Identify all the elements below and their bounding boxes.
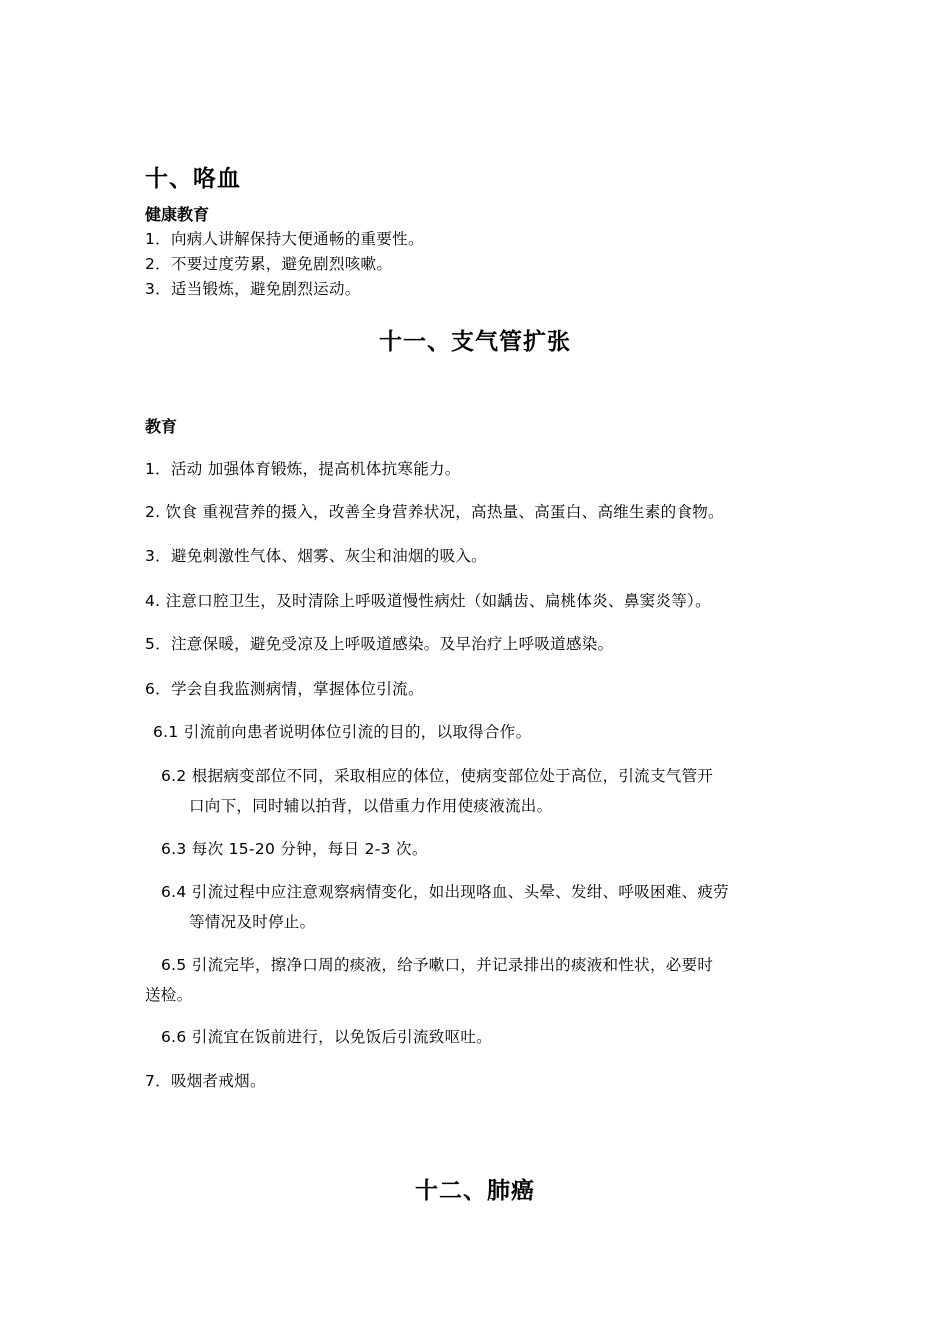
- section10-item-3: 3．适当锻炼，避免剧烈运动。: [145, 280, 361, 298]
- section10-item-2: 2．不要过度劳累，避免剧烈咳嗽。: [145, 255, 393, 273]
- section11-item-6: 6．学会自我监测病情，掌握体位引流。: [145, 680, 424, 698]
- section11-item-5: 5．注意保暖，避免受凉及上呼吸道感染。及早治疗上呼吸道感染。: [145, 635, 614, 653]
- section11-subitem-6-2-line2: 口向下，同时辅以拍背，以借重力作用使痰液流出。: [189, 797, 553, 815]
- section11-subitem-6-4-line1: 6.4 引流过程中应注意观察病情变化，如出现咯血、头晕、发绀、呼吸困难、疲劳: [161, 883, 729, 901]
- section11-subtitle: 教育: [145, 417, 178, 436]
- section10-item-1: 1．向病人讲解保持大便通畅的重要性。: [145, 230, 424, 248]
- section11-subitem-6-2-line1: 6.2 根据病变部位不同，采取相应的体位，使病变部位处于高位，引流支气管开: [161, 767, 714, 785]
- section11-item-3: 3．避免刺激性气体、烟雾、灰尘和油烟的吸入。: [145, 547, 487, 565]
- section11-subitem-6-4-line2: 等情况及时停止。: [189, 913, 316, 931]
- section11-subitem-6-5-line1: 6.5 引流完毕，擦净口周的痰液，给予嗽口，并记录排出的痰液和性状，必要时: [161, 956, 714, 974]
- section11-item-2: 2. 饮食 重视营养的摄入，改善全身营养状况，高热量、高蛋白、高维生素的食物。: [145, 503, 724, 521]
- section10-title: 十、咯血: [145, 166, 241, 192]
- section11-subitem-6-5-line2: 送检。: [145, 986, 193, 1004]
- section11-item-4: 4. 注意口腔卫生，及时清除上呼吸道慢性病灶（如龋齿、扁桃体炎、鼻窦炎等）。: [145, 592, 711, 610]
- section11-title: 十一、支气管扩张: [379, 329, 571, 355]
- section10-subtitle: 健康教育: [145, 205, 210, 224]
- section11-subitem-6-6: 6.6 引流宜在饭前进行，以免饭后引流致呕吐。: [161, 1028, 492, 1046]
- section11-item-7: 7．吸烟者戒烟。: [145, 1072, 266, 1090]
- section11-subitem-6-3: 6.3 每次 15-20 分钟，每日 2-3 次。: [161, 840, 428, 858]
- section11-item-1: 1．活动 加强体育锻炼，提高机体抗寒能力。: [145, 460, 461, 478]
- section11-subitem-6-1: 6.1 引流前向患者说明体位引流的目的，以取得合作。: [153, 723, 532, 741]
- section12-title: 十二、肺癌: [415, 1178, 535, 1204]
